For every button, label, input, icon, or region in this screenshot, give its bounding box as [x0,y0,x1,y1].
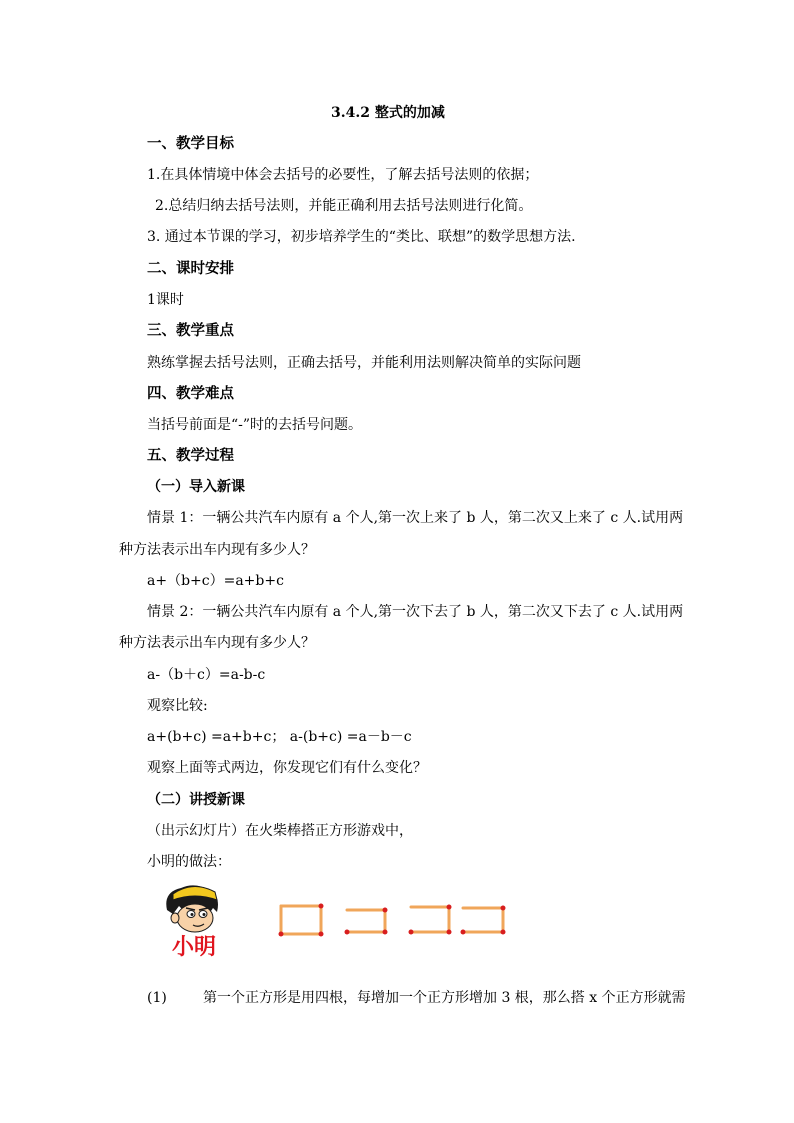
xiaoming-name-label: 小明 [171,935,217,958]
scene2-line1: 情景 2：一辆公共汽车内原有 a 个人,第一次下去了 b 人，第二次又下去了 c 人.试用两 [147,604,684,620]
difficulty-text: 当括号前面是“-”时的去括号问题。 [147,417,363,433]
scene1-line2: 种方法表示出车内现有多少人？ [119,542,315,558]
page-title: 3.4.2 整式的加减 [331,105,445,121]
new-lesson-heading: （二）讲授新课 [147,792,245,808]
equation-2: a-（b＋c）=a-b-c [147,667,266,683]
observe-label: 观察比较: [147,698,208,714]
xiaoming-method: 小明的做法： [147,854,231,870]
observe-question: 观察上面等式两边，你发现它们有什么变化？ [147,760,427,776]
goal-1: 1.在具体情境中体会去括号的必要性，了解去括号法则的依据； [147,167,539,183]
matchstick-squares [277,902,517,938]
matchstick-figure [155,880,515,960]
key-text: 熟练掌握去括号法则，正确去括号，并能利用法则解决简单的实际问题 [147,355,581,371]
question-1-text: 第一个正方形是用四根，每增加一个正方形增加 3 根，那么搭 x 个正方形就需 [203,990,686,1006]
slide-text: （出示幻灯片）在火柴棒搭正方形游戏中， [147,823,413,839]
difficulty-heading: 四、教学难点 [147,385,234,402]
xiaoming-avatar [155,880,233,958]
goal-2: 2.总结归纳去括号法则，并能正确利用去括号法则进行化简。 [155,198,533,214]
schedule-text: 1课时 [147,292,184,308]
schedule-heading: 二、课时安排 [147,260,234,277]
scene2-line2: 种方法表示出车内现有多少人？ [119,635,315,651]
key-heading: 三、教学重点 [147,322,234,339]
goal-3: 3. 通过本节课的学习，初步培养学生的“类比、联想”的数学思想方法. [147,229,576,245]
equation-3: a+(b+c) =a+b+c； a-(b+c) =a－b－c [147,729,412,745]
intro-heading: （一）导入新课 [147,479,245,495]
equation-1: a+（b+c）=a+b+c [147,573,284,589]
goals-heading: 一、教学目标 [147,135,234,152]
scene1-line1: 情景 1：一辆公共汽车内原有 a 个人,第一次上来了 b 人，第二次又上来了 c 人.试用两 [147,510,684,526]
question-1-number: (1) [147,990,167,1006]
process-heading: 五、教学过程 [147,447,234,464]
